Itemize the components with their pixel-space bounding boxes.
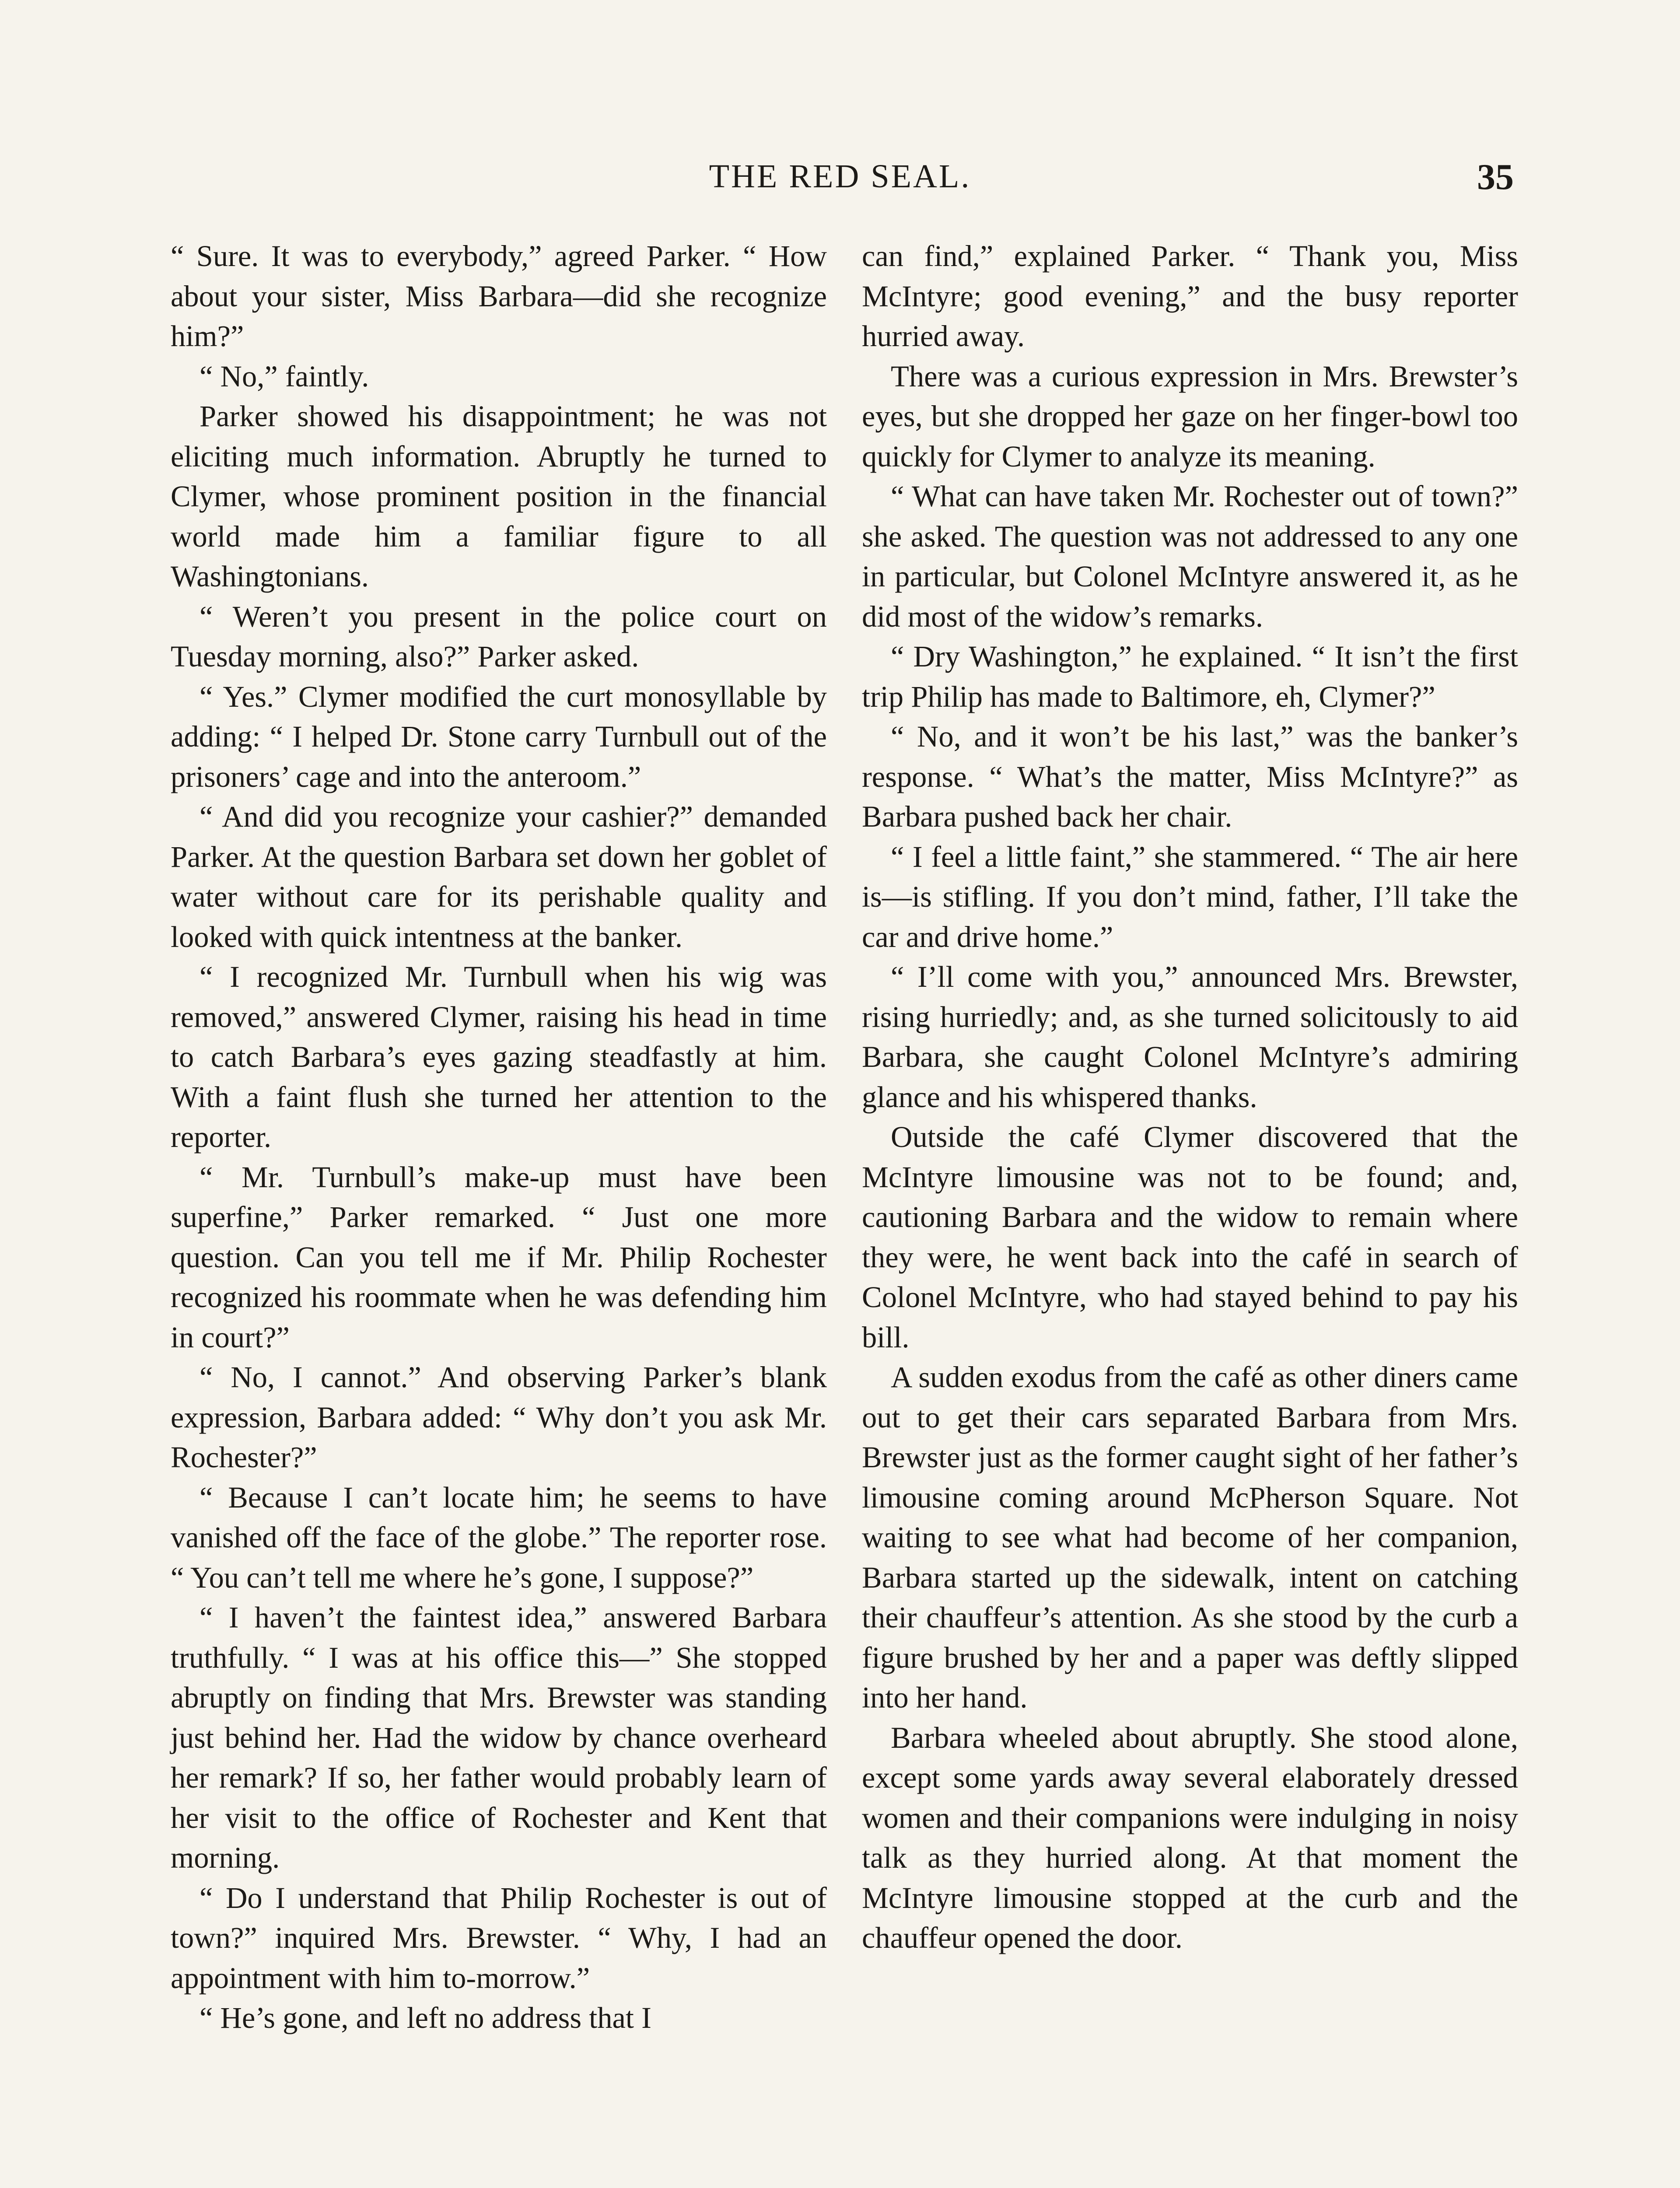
paragraph: “ Sure. It was to everybody,” agreed Parker. “ How about your sister, Miss Barbara—did she recognize him?” bbox=[171, 239, 827, 353]
paragraph: “ No, and it won’t be his last,” was the banker’s response. “ What’s the matter, Miss McIntyre?” as Barbara pushed back her chair. bbox=[862, 720, 1518, 833]
paragraph: “ Do I understand that Philip Rochester is out of town?” inquired Mrs. Brewster. “ Why, I had an appointment with him to-morrow.” bbox=[171, 1881, 827, 1995]
page-header bbox=[0, 158, 1680, 210]
paragraph: “ No, I cannot.” And observing Parker’s blank expression, Barbara added: “ Why don’t you ask Mr. Rochester?” bbox=[171, 1360, 827, 1474]
paragraph: “ I recognized Mr. Turnbull when his wig was removed,” answered Clymer, raising his head in time to catch Barbara’s eyes gazing steadfastly at him. With a faint flush she turned her attention to the reporter. bbox=[171, 960, 827, 1154]
paragraph: There was a curious expression in Mrs. Brewster’s eyes, but she dropped her gaze on her finger-bowl too quickly for Clymer to analyze its meaning. bbox=[862, 359, 1518, 473]
paragraph: “ I haven’t the faintest idea,” answered Barbara truthfully. “ I was at his office this—” She stopped abruptly on finding that Mrs. Brewster was standing just behind her. Had the widow by chance overheard her remark? If so, her father would probably learn of her visit to the office of Rochester and Kent that morning. bbox=[171, 1601, 827, 1874]
paragraph: “ I’ll come with you,” announced Mrs. Brewster, rising hurriedly; and, as she turned solicitously to aid Barbara, she caught Colonel McIntyre’s admiring glance and his whispered thanks. bbox=[862, 960, 1518, 1114]
paragraph: A sudden exodus from the café as other diners came out to get their cars separated Barbara from Mrs. Brewster just as the former caught sight of her father’s limousine coming around McPherson Square. Not waiting to see what had become of her companion, Barbara started up the sidewalk, intent on catching their chauffeur’s attention. As she stood by the curb a figure brushed by her and a paper was deftly slipped into her hand. bbox=[862, 1360, 1518, 1714]
paragraph: Barbara wheeled about abruptly. She stood alone, except some yards away several elaborately dressed women and their companions were indulging in noisy talk as they hurried along. At that moment the McIntyre limousine stopped at the curb and the chauffeur opened the door. bbox=[862, 1721, 1518, 1954]
paragraph: “ And did you recognize your cashier?” demanded Parker. At the question Barbara set down her goblet of water without care for its perishable quality and looked with quick intentness at the banker. bbox=[171, 800, 827, 954]
paragraph: “ Weren’t you present in the police court on Tuesday morning, also?” Parker asked. bbox=[171, 600, 827, 673]
paragraph: Parker showed his disappointment; he was not eliciting much information. Abruptly he turned to Clymer, whose prominent position in the financial world made him a familiar figure to all Washingtonians. bbox=[171, 400, 827, 593]
paragraph-continued: can find,” explained Parker. “ Thank you, Miss McIntyre; good evening,” and the busy reporter hurried away. bbox=[862, 239, 1518, 353]
paragraph: “ Mr. Turnbull’s make-up must have been superfine,” Parker remarked. “ Just one more question. Can you tell me if Mr. Philip Rochester recognized his roommate when he was defending him in court?” bbox=[171, 1160, 827, 1354]
paragraph: “ Because I can’t locate him; he seems to have vanished off the face of the globe.” The reporter rose. “ You can’t tell me where he’s gone, I suppose?” bbox=[171, 1480, 827, 1594]
paragraph: Outside the café Clymer discovered that the McIntyre limousine was not to be found; and, cautioning Barbara and the widow to remain where they were, he went back into the café in search of Colonel McIntyre, who had stayed behind to pay his bill. bbox=[862, 1120, 1518, 1354]
left-column bbox=[171, 236, 827, 2038]
running-title: THE RED SEAL. bbox=[709, 158, 971, 195]
paragraph: “ Yes.” Clymer modified the curt monosyllable by adding: “ I helped Dr. Stone carry Turnbull out of the prisoners’ cage and into the anteroom.” bbox=[171, 680, 827, 793]
paragraph: “ What can have taken Mr. Rochester out of town?” she asked. The question was not addressed to any one in particular, but Colonel McIntyre answered it, as he did most of the widow’s remarks. bbox=[862, 480, 1518, 633]
paragraph: “ Dry Washington,” he explained. “ It isn’t the first trip Philip has made to Baltimore, eh, Clymer?” bbox=[862, 640, 1518, 713]
page-number: 35 bbox=[1477, 157, 1514, 197]
paragraph: “ I feel a little faint,” she stammered. “ The air here is—is stifling. If you don’t mind, father, I’ll take the car and drive home.” bbox=[862, 840, 1518, 954]
paragraph: “ He’s gone, and left no address that I bbox=[200, 2001, 651, 2034]
right-column bbox=[862, 236, 1518, 1958]
paragraph: “ No,” faintly. bbox=[200, 359, 369, 393]
